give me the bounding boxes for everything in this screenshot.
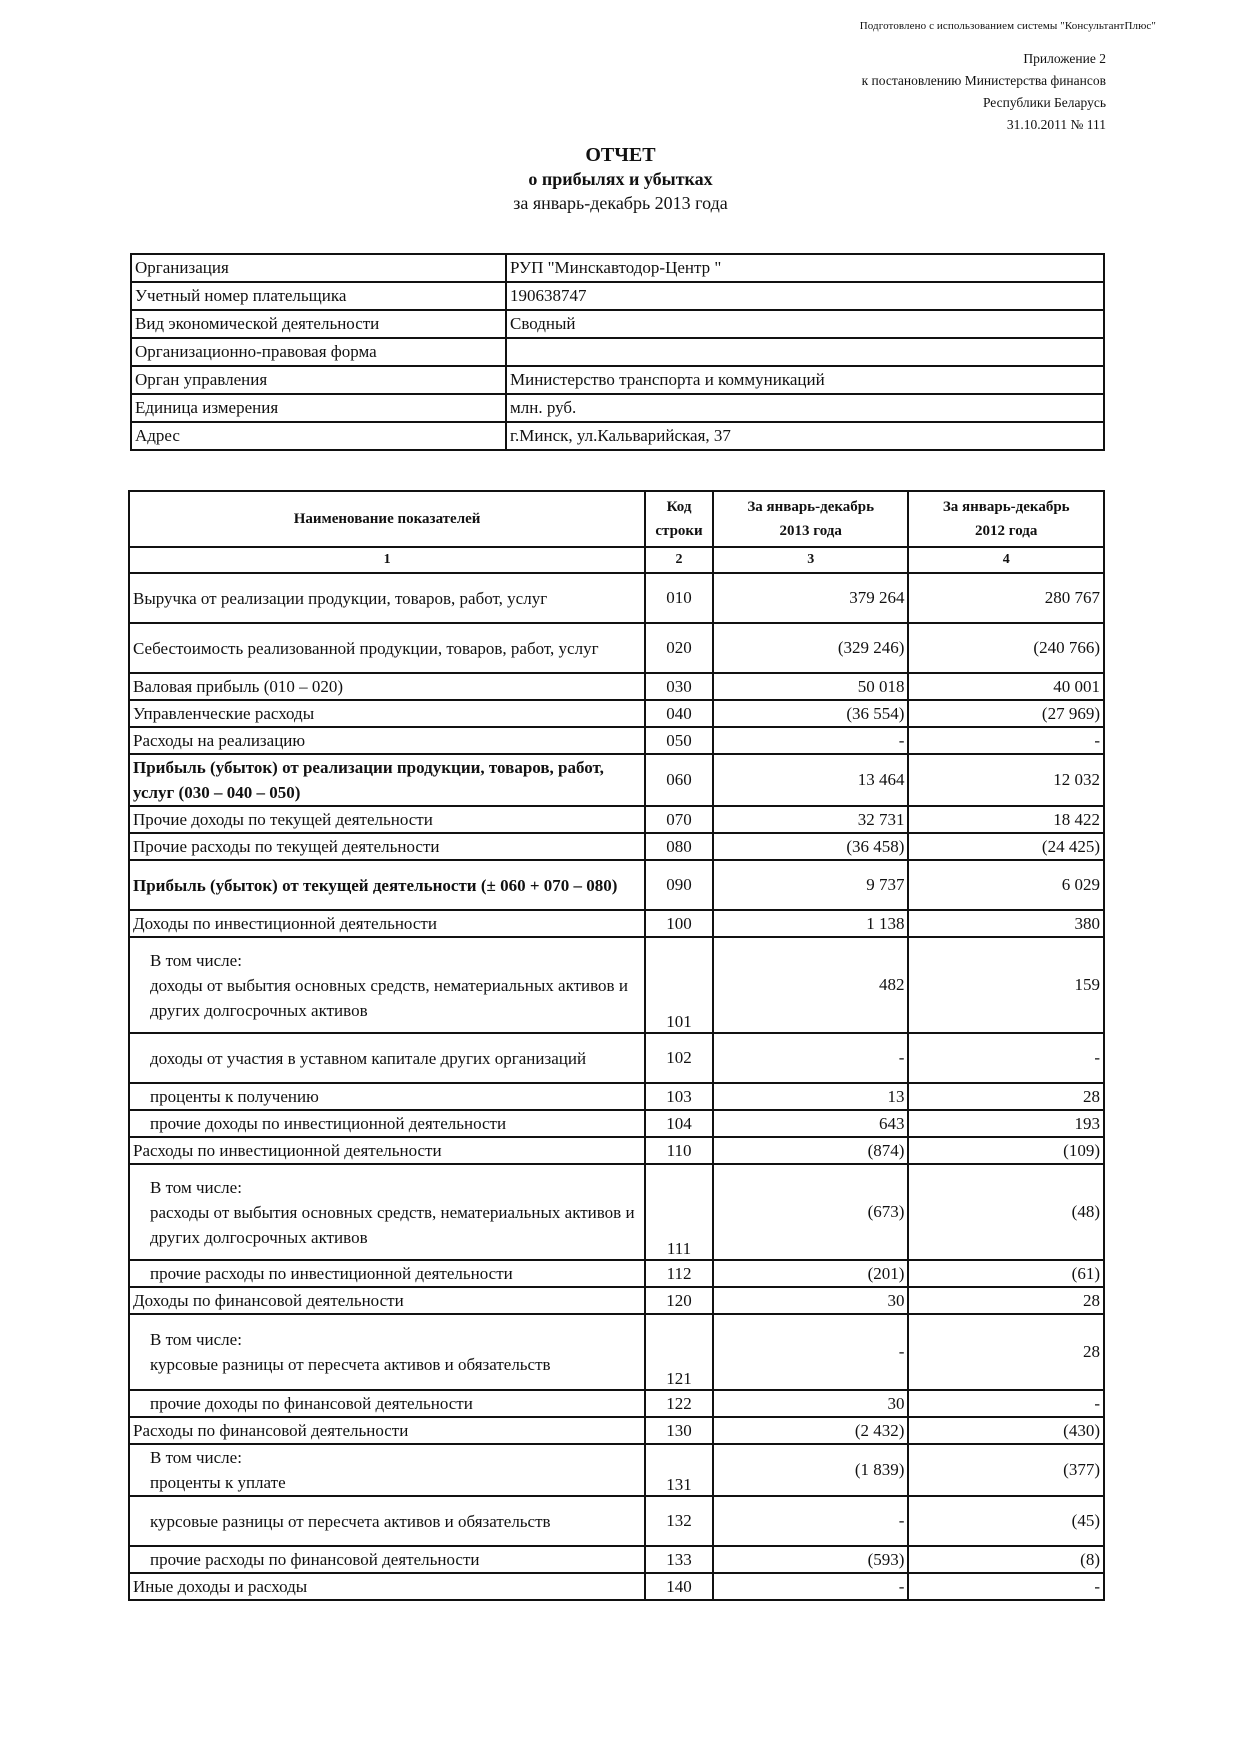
row-name [129, 1164, 645, 1260]
value-2012: (377) [908, 1444, 1104, 1496]
value-2013: 9 737 [713, 860, 909, 910]
header-code: Код строки [645, 491, 713, 547]
info-row [131, 394, 1104, 422]
value-2013: 32 731 [713, 806, 909, 833]
value-2013: (36 458) [713, 833, 909, 860]
value-2013: 30 [713, 1287, 909, 1314]
row-code: 102 [645, 1033, 713, 1083]
value-2013: 50 018 [713, 673, 909, 700]
info-label: Адрес [131, 422, 506, 450]
value-2013: (329 246) [713, 623, 909, 673]
info-row [131, 422, 1104, 450]
value-2013: 13 464 [713, 754, 909, 806]
col-number: 4 [908, 547, 1104, 573]
row-code: 104 [645, 1110, 713, 1137]
row-code: 080 [645, 833, 713, 860]
row-code: 131 [645, 1444, 713, 1496]
value-2013: (874) [713, 1137, 909, 1164]
row-name: Управленческие расходы [129, 700, 645, 727]
appendix-line: Приложение 2 [1023, 51, 1106, 66]
info-row [131, 310, 1104, 338]
value-2013: 30 [713, 1390, 909, 1417]
value-2012: - [908, 1573, 1104, 1600]
table-row [129, 1137, 1104, 1164]
row-code: 090 [645, 860, 713, 910]
table-row [129, 937, 1104, 1033]
value-2013: (201) [713, 1260, 909, 1287]
organization-info-table [130, 253, 1105, 451]
value-2012: 280 767 [908, 573, 1104, 623]
table-row [129, 727, 1104, 754]
table-row [129, 1083, 1104, 1110]
row-name: Доходы по инвестиционной деятельности [129, 910, 645, 937]
row-name: Расходы на реализацию [129, 727, 645, 754]
title-period: за январь-декабрь 2013 года [513, 193, 728, 213]
row-name: Себестоимость реализованной продукции, товаров, работ, услуг [129, 623, 645, 673]
info-label: Единица измерения [131, 394, 506, 422]
row-name: Доходы по финансовой деятельности [129, 1287, 645, 1314]
row-name: Прочие расходы по текущей деятельности [129, 833, 645, 860]
table-row [129, 673, 1104, 700]
info-label: Учетный номер плательщика [131, 282, 506, 310]
row-code: 120 [645, 1287, 713, 1314]
table-row [129, 833, 1104, 860]
value-2012: 159 [908, 937, 1104, 1033]
table-row [129, 1260, 1104, 1287]
value-2013: - [713, 1573, 909, 1600]
column-number-row [129, 547, 1104, 573]
appendix-block [862, 48, 1106, 136]
table-row [129, 1110, 1104, 1137]
profit-loss-table [128, 490, 1105, 1601]
row-name: Расходы по финансовой деятельности [129, 1417, 645, 1444]
info-label: Организационно-правовая форма [131, 338, 506, 366]
row-code: 030 [645, 673, 713, 700]
table-header-row [129, 491, 1104, 547]
value-2012: (24 425) [908, 833, 1104, 860]
table-row [129, 1314, 1104, 1390]
value-2012: - [908, 1390, 1104, 1417]
row-code: 133 [645, 1546, 713, 1573]
report-title [0, 143, 1241, 215]
table-row [129, 860, 1104, 910]
value-2012: (48) [908, 1164, 1104, 1260]
value-2012: 12 032 [908, 754, 1104, 806]
value-2012: 28 [908, 1287, 1104, 1314]
value-2013: - [713, 1033, 909, 1083]
table-row [129, 1417, 1104, 1444]
value-2012: (61) [908, 1260, 1104, 1287]
info-value: млн. руб. [506, 394, 1104, 422]
value-2012: (45) [908, 1496, 1104, 1546]
row-name: Прочие доходы по текущей деятельности [129, 806, 645, 833]
row-name: прочие доходы по инвестиционной деятельности [129, 1110, 645, 1137]
value-2013: 1 138 [713, 910, 909, 937]
table-row [129, 910, 1104, 937]
value-2013: (673) [713, 1164, 909, 1260]
value-2012: - [908, 727, 1104, 754]
row-name-text: проценты к уплате [150, 1473, 286, 1492]
in-that-number-label: В том числе: [150, 1330, 242, 1349]
table-row [129, 1573, 1104, 1600]
in-that-number-label: В том числе: [150, 1448, 242, 1467]
info-row [131, 254, 1104, 282]
table-row [129, 1546, 1104, 1573]
row-code: 060 [645, 754, 713, 806]
info-value: Сводный [506, 310, 1104, 338]
row-name-text: расходы от выбытия основных средств, нематериальных активов и других долгосрочных активов [150, 1202, 635, 1247]
value-2012: 6 029 [908, 860, 1104, 910]
row-code: 100 [645, 910, 713, 937]
value-2013: 643 [713, 1110, 909, 1137]
table-row [129, 1444, 1104, 1496]
row-code: 112 [645, 1260, 713, 1287]
info-row [131, 366, 1104, 394]
info-label: Вид экономической деятельности [131, 310, 506, 338]
row-code: 121 [645, 1314, 713, 1390]
table-row [129, 754, 1104, 806]
value-2012: (8) [908, 1546, 1104, 1573]
value-2013: (1 839) [713, 1444, 909, 1496]
row-code: 111 [645, 1164, 713, 1260]
row-code: 070 [645, 806, 713, 833]
value-2012: 28 [908, 1083, 1104, 1110]
row-name: проценты к получению [129, 1083, 645, 1110]
value-2013: (2 432) [713, 1417, 909, 1444]
appendix-line: 31.10.2011 № 111 [1006, 117, 1106, 132]
appendix-line: к постановлению Министерства финансов [861, 73, 1106, 88]
row-name: Прибыль (убыток) от реализации продукции, товаров, работ, услуг (030 – 040 – 050) [129, 754, 645, 806]
table-row [129, 1164, 1104, 1260]
info-value: РУП "Минскавтодор-Центр " [506, 254, 1104, 282]
appendix-line: Республики Беларусь [982, 95, 1106, 110]
info-label: Организация [131, 254, 506, 282]
row-code: 140 [645, 1573, 713, 1600]
in-that-number-label: В том числе: [150, 950, 242, 970]
row-code: 132 [645, 1496, 713, 1546]
row-name [129, 1314, 645, 1390]
table-row [129, 1390, 1104, 1417]
value-2013: (593) [713, 1546, 909, 1573]
value-2012: - [908, 1033, 1104, 1083]
row-code: 110 [645, 1137, 713, 1164]
row-name: курсовые разницы от пересчета активов и обязательств [129, 1496, 645, 1546]
value-2012: 18 422 [908, 806, 1104, 833]
row-name: Расходы по инвестиционной деятельности [129, 1137, 645, 1164]
value-2013: 379 264 [713, 573, 909, 623]
row-code: 020 [645, 623, 713, 673]
row-name: Валовая прибыль (010 – 020) [129, 673, 645, 700]
table-row [129, 1287, 1104, 1314]
info-value [506, 338, 1104, 366]
title-main: ОТЧЕТ [585, 144, 656, 166]
value-2012: (430) [908, 1417, 1104, 1444]
row-name: доходы от участия в уставном капитале других организаций [129, 1033, 645, 1083]
row-code: 010 [645, 573, 713, 623]
header-2013: За январь-декабрь 2013 года [713, 491, 909, 547]
value-2012: 380 [908, 910, 1104, 937]
info-row [131, 338, 1104, 366]
table-row [129, 1496, 1104, 1546]
row-name-text: курсовые разницы от пересчета активов и обязательств [150, 1355, 551, 1374]
value-2012: 28 [908, 1314, 1104, 1390]
row-code: 122 [645, 1390, 713, 1417]
source-note: Подготовлено с использованием системы "КонсультантПлюс" [859, 20, 1156, 32]
row-name: Выручка от реализации продукции, товаров, работ, услуг [129, 573, 645, 623]
row-code: 040 [645, 700, 713, 727]
value-2012: (109) [908, 1137, 1104, 1164]
info-value: 190638747 [506, 282, 1104, 310]
table-row [129, 573, 1104, 623]
header-2012: За январь-декабрь 2012 года [908, 491, 1104, 547]
row-name: Прибыль (убыток) от текущей деятельности (± 060 + 070 – 080) [129, 860, 645, 910]
row-name [129, 1444, 645, 1496]
row-code: 130 [645, 1417, 713, 1444]
value-2013: - [713, 1496, 909, 1546]
info-value: Министерство транспорта и коммуникаций [506, 366, 1104, 394]
value-2012: (27 969) [908, 700, 1104, 727]
value-2012: 40 001 [908, 673, 1104, 700]
col-number: 1 [129, 547, 645, 573]
row-code: 101 [645, 937, 713, 1033]
table-row [129, 1033, 1104, 1083]
table-row [129, 623, 1104, 673]
row-name: прочие расходы по инвестиционной деятельности [129, 1260, 645, 1287]
header-name: Наименование показателей [129, 491, 645, 547]
table-row [129, 700, 1104, 727]
row-name [129, 937, 645, 1033]
info-value: г.Минск, ул.Кальварийская, 37 [506, 422, 1104, 450]
value-2013: - [713, 727, 909, 754]
row-code: 050 [645, 727, 713, 754]
row-code: 103 [645, 1083, 713, 1110]
row-name: прочие доходы по финансовой деятельности [129, 1390, 645, 1417]
value-2013: 482 [713, 937, 909, 1033]
table-row [129, 806, 1104, 833]
value-2012: (240 766) [908, 623, 1104, 673]
value-2013: - [713, 1314, 909, 1390]
value-2013: (36 554) [713, 700, 909, 727]
row-name-text: доходы от выбытия основных средств, нематериальных активов и других долгосрочных активов [150, 975, 628, 1020]
info-label: Орган управления [131, 366, 506, 394]
col-number: 2 [645, 547, 713, 573]
col-number: 3 [713, 547, 909, 573]
value-2013: 13 [713, 1083, 909, 1110]
in-that-number-label: В том числе: [150, 1177, 242, 1197]
row-name: Иные доходы и расходы [129, 1573, 645, 1600]
info-row [131, 282, 1104, 310]
value-2012: 193 [908, 1110, 1104, 1137]
title-sub: о прибылях и убытках [528, 169, 713, 189]
row-name: прочие расходы по финансовой деятельности [129, 1546, 645, 1573]
